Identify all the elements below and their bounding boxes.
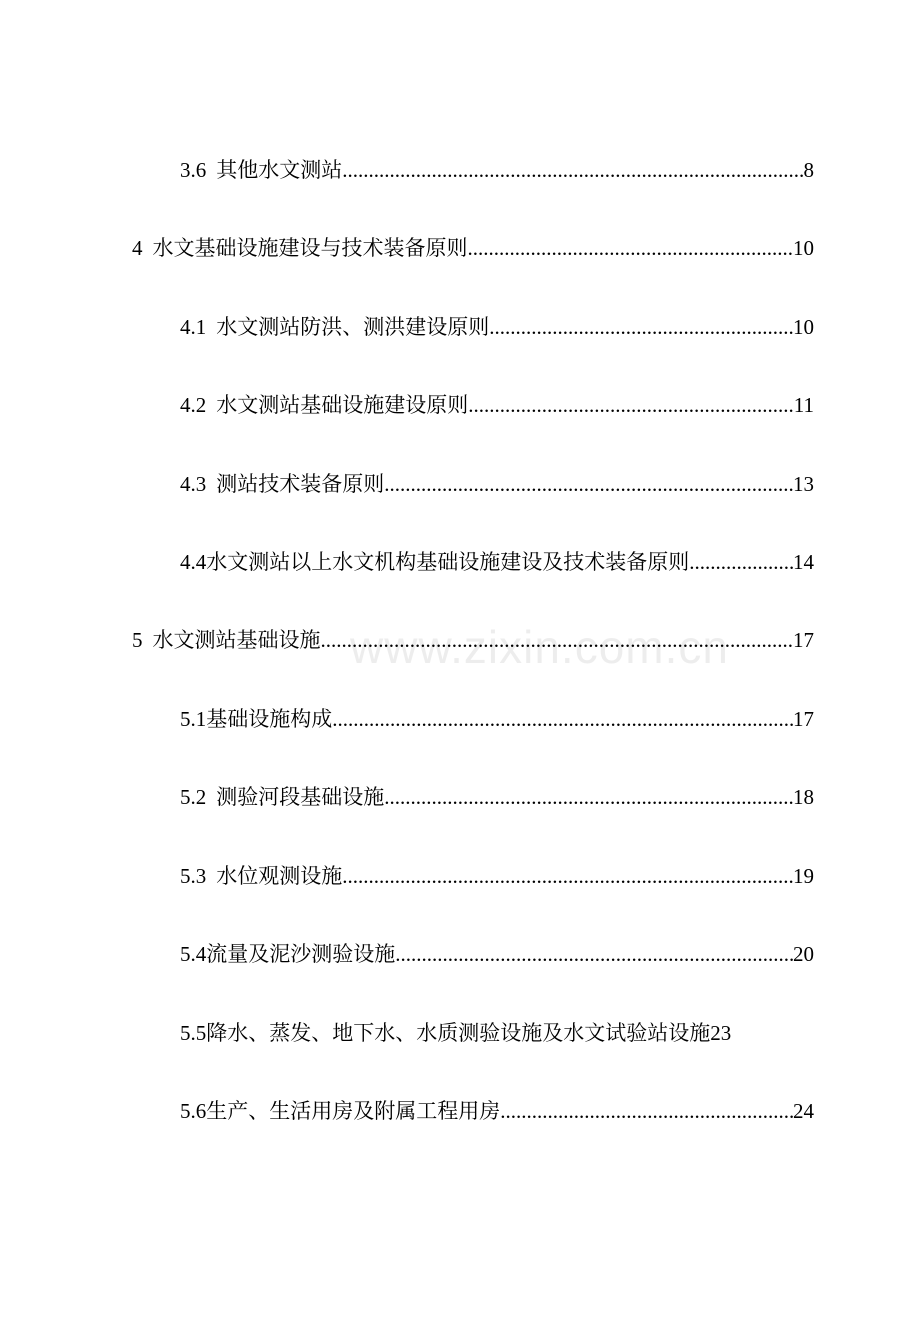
toc-entry-5-4[interactable] (180, 928, 814, 968)
toc-dot-leader (468, 234, 794, 262)
toc-entry-title: 其他水文测站 (216, 158, 343, 182)
toc-entry-number: 4 (132, 236, 143, 260)
toc-entry-page: 14 (793, 550, 814, 574)
toc-entry-title: 水文测站基础设施建设原则 (216, 393, 469, 417)
toc-entry-number: 5.1 (180, 707, 207, 731)
toc-dot-leader (332, 705, 793, 733)
toc-entry-4-1[interactable] (180, 301, 814, 341)
toc-entry-title: 测站技术装备原则 (216, 472, 385, 496)
toc-entry-page: 11 (793, 393, 814, 417)
toc-entry-5-2[interactable] (180, 771, 814, 811)
toc-dot-leader (384, 783, 793, 811)
toc-entry-title: 生产、生活用房及附属工程用房 (206, 1099, 501, 1123)
toc-entry-title: 流量及泥沙测验设施 (206, 942, 396, 966)
toc-dot-leader (342, 156, 803, 184)
toc-entry-4-3[interactable] (180, 458, 814, 498)
toc-entry-4-2[interactable] (180, 379, 814, 419)
toc-dot-leader (500, 1097, 793, 1125)
toc-entry-5[interactable] (132, 614, 814, 654)
toc-entry-number: 4.3 (180, 472, 207, 496)
toc-entry-number: 5.5 (180, 1021, 207, 1045)
toc-entry-5-5[interactable] (180, 1007, 814, 1047)
toc-entry-number: 5 (132, 628, 143, 652)
toc-entry-page: 23 (710, 1021, 732, 1045)
toc-entry-number: 3.6 (180, 158, 207, 182)
toc-entry-number: 5.2 (180, 785, 207, 809)
toc-entry-page: 17 (793, 707, 814, 731)
toc-dot-leader (468, 391, 794, 419)
toc-entry-number: 5.3 (180, 864, 207, 888)
toc-dot-leader (321, 626, 794, 654)
toc-entry-page: 19 (793, 864, 814, 888)
toc-entry-4[interactable] (132, 222, 814, 262)
toc-dot-leader (342, 862, 793, 890)
toc-entry-number: 5.4 (180, 942, 207, 966)
toc-entry-page: 24 (793, 1099, 814, 1123)
toc-entry-page: 20 (793, 942, 814, 966)
toc-entry-page: 13 (793, 472, 814, 496)
toc-entry-number: 4.2 (180, 393, 207, 417)
toc-entry-number: 5.6 (180, 1099, 207, 1123)
toc-entry-title: 水文测站基础设施 (152, 628, 321, 652)
toc-entry-5-3[interactable] (180, 850, 814, 890)
toc-entry-page: 8 (803, 158, 814, 182)
toc-entry-number: 4.1 (180, 315, 207, 339)
toc-entry-number: 4.4 (180, 550, 207, 574)
watermark: www.zixin.com.cn (350, 621, 729, 673)
toc-entry-5-6[interactable] (180, 1085, 814, 1125)
toc-entry-title: 基础设施构成 (206, 707, 333, 731)
toc-entry-page: 17 (793, 628, 814, 652)
toc-entry-page: 10 (793, 236, 814, 260)
toc-dot-leader (689, 548, 793, 576)
toc-dot-leader (489, 313, 793, 341)
toc-entry-title: 水文测站防洪、测洪建设原则 (216, 315, 490, 339)
toc-entry-page: 10 (793, 315, 814, 339)
toc-entry-title: 水文基础设施建设与技术装备原则 (152, 236, 468, 260)
toc-entry-page: 18 (793, 785, 814, 809)
toc-entry-title: 测验河段基础设施 (216, 785, 385, 809)
toc-dot-leader (384, 470, 793, 498)
toc-entry-title: 水位观测设施 (216, 864, 343, 888)
toc-entry-3-6[interactable] (180, 144, 814, 184)
toc-entry-title: 水文测站以上水文机构基础设施建设及技术装备原则 (206, 550, 690, 574)
toc-entry-5-1[interactable] (180, 693, 814, 733)
toc-dot-leader (395, 940, 793, 968)
toc-entry-4-4[interactable] (180, 536, 814, 576)
toc-entry-title: 降水、蒸发、地下水、水质测验设施及水文试验站设施 (206, 1021, 711, 1045)
